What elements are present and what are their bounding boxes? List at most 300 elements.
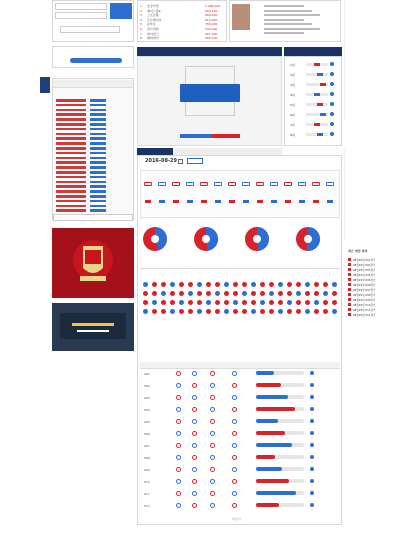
matrix-dot (206, 300, 211, 305)
game-row-fill (256, 503, 279, 507)
matrix-dot (242, 309, 247, 314)
liverpool-crest-icon (52, 228, 134, 298)
chat-line (56, 176, 86, 179)
game-row-chip (210, 407, 215, 412)
list-item[interactable]: 08월29일 010경기 (353, 304, 376, 307)
stat-value-bar (299, 200, 305, 203)
rank-name[interactable]: 승부사 (147, 22, 156, 27)
team-rank-header (284, 47, 342, 56)
stat-chip (298, 182, 306, 186)
game-row-icon[interactable] (310, 395, 314, 399)
chat-line (56, 152, 86, 155)
list-item[interactable]: 08월29일 009경기 (353, 299, 376, 302)
matrix-dot (323, 309, 328, 314)
profile-line (264, 5, 304, 7)
matrix-dot (251, 282, 256, 287)
game-row-fill (256, 383, 281, 387)
chat-line (90, 190, 106, 193)
matrix-dot (143, 291, 148, 296)
rank-number: 3 (140, 13, 142, 18)
matrix-dot (251, 300, 256, 305)
rank-name[interactable]: 골드러쉬 (147, 27, 159, 31)
list-item[interactable]: 08월29일 005경기 (353, 279, 376, 282)
chat-line (56, 209, 86, 212)
stat-value-bar (327, 200, 333, 203)
game-row-label: 003 (144, 396, 150, 400)
matrix-dot (224, 291, 229, 296)
matrix-dot (287, 291, 292, 296)
team-rank-icon (330, 62, 334, 66)
game-row-chip (176, 467, 181, 472)
id-input[interactable] (55, 3, 107, 10)
matrix-dot (314, 300, 319, 305)
game-row-icon[interactable] (310, 431, 314, 435)
matrix-dot (314, 291, 319, 296)
game-row-chip (176, 395, 181, 400)
game-row-label: 001 (144, 372, 150, 376)
matrix-dot (224, 300, 229, 305)
game-row-chip (232, 371, 237, 376)
team-rank-label: 1위 (290, 63, 295, 67)
chat-line (90, 205, 106, 208)
list-bullet-icon (348, 288, 351, 291)
rank-name[interactable]: 토토매니아 (147, 17, 162, 22)
list-bullet-icon (348, 258, 351, 261)
matrix-dot (332, 309, 337, 314)
liverpool-banner[interactable] (52, 228, 134, 298)
matrix-dot (233, 291, 238, 296)
list-bullet-icon (348, 268, 351, 271)
rank-number: 8 (140, 36, 142, 41)
game-row-fill (256, 479, 289, 483)
game-row-icon[interactable] (310, 419, 314, 423)
avatar (232, 4, 250, 30)
stat-value-bar (285, 200, 291, 203)
game-row-chip (192, 479, 197, 484)
rank-number: 2 (140, 8, 142, 13)
game-row-icon[interactable] (310, 455, 314, 459)
matrix-dot (314, 282, 319, 287)
matrix-dot (161, 300, 166, 305)
timer-bar (70, 58, 122, 63)
game-row-chip (192, 383, 197, 388)
chat-tabs[interactable] (53, 80, 133, 88)
team-rank-fill (314, 93, 320, 96)
matrix-dot (188, 309, 193, 314)
chat-line (56, 171, 86, 174)
chat-line (90, 133, 106, 136)
matrix-dot (269, 291, 274, 296)
matrix-dot (278, 291, 283, 296)
game-row-fill (256, 455, 275, 459)
rank-name[interactable]: 스포츠왕 (147, 13, 159, 18)
matrix-dot (170, 291, 175, 296)
matrix-dot (170, 309, 175, 314)
game-row-icon[interactable] (310, 503, 314, 507)
list-item[interactable]: 08월29일 001경기 (353, 259, 376, 262)
matrix-dot (323, 300, 328, 305)
chat-line (90, 123, 106, 126)
chat-line (90, 209, 106, 212)
matrix-dot (215, 300, 220, 305)
game-row-icon[interactable] (310, 407, 314, 411)
game-row-chip (232, 407, 237, 412)
matrix-dot (233, 300, 238, 305)
team-rank-icon (330, 122, 334, 126)
team-rank-fill (320, 83, 326, 86)
matrix-dot (170, 282, 175, 287)
list-item[interactable]: 08월29일 003경기 (353, 269, 376, 272)
chat-line (56, 133, 86, 136)
list-item[interactable]: 08월29일 002경기 (353, 264, 376, 267)
rank-number: 7 (140, 31, 142, 36)
matrix-dot (143, 282, 148, 287)
join-button[interactable] (60, 26, 120, 33)
chat-line (90, 99, 106, 102)
promo-image-icon (52, 303, 134, 351)
matrix-dot (296, 300, 301, 305)
game-row-chip (232, 395, 237, 400)
rank-value: 812,000 (205, 17, 218, 22)
stats-grid (140, 170, 340, 218)
team-rank-icon (330, 112, 334, 116)
matrix-dot (188, 282, 193, 287)
matrix-dot (305, 309, 310, 314)
stat-value-bar (201, 200, 207, 203)
chat-input[interactable] (53, 214, 133, 221)
profile-line (264, 28, 320, 30)
game-row-chip (176, 383, 181, 388)
pie-hole (202, 235, 210, 243)
matrix-dot (224, 309, 229, 314)
game-row-chip (210, 443, 215, 448)
list-bullet-icon (348, 278, 351, 281)
team-rank-label: 7위 (290, 123, 295, 127)
right-ad-1[interactable] (344, 0, 386, 120)
matrix-dot (305, 300, 310, 305)
matrix-dot (242, 300, 247, 305)
right-ad-2[interactable] (344, 150, 386, 240)
game-row-chip (210, 431, 215, 436)
team-rank-icon (330, 102, 334, 106)
chat-line (56, 104, 86, 107)
rank-number: 5 (140, 22, 142, 27)
game-row-chip (210, 455, 215, 460)
rank-name[interactable]: 해피데이 (147, 36, 159, 41)
matrix-dot (170, 300, 175, 305)
list-item[interactable]: 08월29일 004경기 (353, 274, 376, 277)
login-button[interactable] (110, 3, 132, 19)
matrix-dot (188, 300, 193, 305)
team-rank-label: 3위 (290, 83, 295, 87)
stat-value-bar (159, 200, 165, 203)
game-row-chip (176, 407, 181, 412)
list-bullet-icon (348, 273, 351, 276)
chat-line (90, 118, 106, 121)
chat-line (90, 128, 106, 131)
list-item[interactable]: 08월29일 011경기 (353, 309, 376, 312)
chat-line (90, 176, 106, 179)
game-row-chip (176, 443, 181, 448)
matrix-dot (152, 300, 157, 305)
matrix-dot (152, 309, 157, 314)
matrix-dot (305, 291, 310, 296)
matrix-dot (305, 282, 310, 287)
team-rank-fill (320, 113, 326, 116)
list-bullet-icon (348, 298, 351, 301)
list-item[interactable]: 08월29일 012경기 (353, 314, 376, 317)
profile-line (264, 32, 304, 34)
stat-value-bar (257, 200, 263, 203)
matrix-dot (287, 282, 292, 287)
game-row-fill (256, 431, 285, 435)
chat-line (56, 142, 86, 145)
matrix-dot (296, 291, 301, 296)
matrix-dot (161, 282, 166, 287)
stat-chip (186, 182, 194, 186)
matrix-dot (332, 291, 337, 296)
game-row-chip (176, 431, 181, 436)
rank-value: 540,000 (205, 27, 218, 31)
result-popup (180, 84, 240, 102)
game-row-chip (192, 491, 197, 496)
matrix-dot (287, 300, 292, 305)
matrix-dot (287, 309, 292, 314)
chat-line (90, 195, 106, 198)
chat-line (90, 161, 106, 164)
list-bullet-icon (348, 263, 351, 266)
stat-value-bar (145, 200, 151, 203)
profile-line (264, 10, 312, 12)
list-bullet-icon (348, 303, 351, 306)
matrix-dot (242, 282, 247, 287)
team-rank-fill (317, 133, 323, 136)
game-row-chip (176, 371, 181, 376)
stat-value-bar (313, 200, 319, 203)
matrix-dot (260, 300, 265, 305)
team-rank-icon (330, 92, 334, 96)
team-rank-fill (317, 73, 323, 76)
matrix-dot (152, 282, 157, 287)
matrix-dot (206, 291, 211, 296)
chat-line (90, 142, 106, 145)
game-row-label: 010 (144, 480, 150, 484)
matrix-dot (188, 291, 193, 296)
chat-line (56, 118, 86, 121)
chat-line (90, 185, 106, 188)
game-row-chip (232, 503, 237, 508)
matrix-dot (215, 291, 220, 296)
game-row-fill (256, 419, 278, 423)
chat-line (56, 185, 86, 188)
stat-chip (326, 182, 334, 186)
chat-line (90, 147, 106, 150)
more-link[interactable]: 더보기 (232, 517, 241, 521)
game-row-label: 009 (144, 468, 150, 472)
chat-line (90, 181, 106, 184)
game-row-chip (232, 383, 237, 388)
game-row-fill (256, 395, 288, 399)
promo-banner[interactable] (52, 303, 134, 351)
chat-line (56, 137, 86, 140)
matrix-dot (260, 291, 265, 296)
matrix-dot (314, 309, 319, 314)
rank-value: 421,000 (205, 31, 218, 36)
rank-name[interactable]: 호랑이킹 (147, 4, 159, 8)
game-row-label: 011 (144, 492, 150, 496)
rank-number: 1 (140, 4, 142, 8)
team-rank-icon (330, 72, 334, 76)
game-row-chip (176, 479, 181, 484)
matrix-dot (269, 309, 274, 314)
matrix-dot (179, 291, 184, 296)
game-row-label: 002 (144, 384, 150, 388)
game-row-chip (232, 467, 237, 472)
stat-value-bar (187, 200, 193, 203)
stat-value-bar (243, 200, 249, 203)
game-row-chip (232, 479, 237, 484)
matrix-dot (197, 291, 202, 296)
game-row-fill (256, 467, 282, 471)
chat-line (56, 99, 86, 102)
stat-chip (312, 182, 320, 186)
result-matrix (140, 268, 340, 348)
game-row-icon[interactable] (310, 491, 314, 495)
stat-chip (214, 182, 222, 186)
game-table-header (140, 362, 340, 369)
game-header (137, 47, 282, 56)
list-item[interactable]: 08월29일 008경기 (353, 294, 376, 297)
stat-chip (144, 182, 152, 186)
profile-line (264, 14, 320, 16)
rank-name[interactable]: 베이스볼K (147, 8, 161, 13)
team-rank-label: 2위 (290, 73, 295, 77)
matrix-dot (296, 282, 301, 287)
game-row-chip (192, 503, 197, 508)
password-input[interactable] (55, 12, 107, 19)
matrix-dot (206, 309, 211, 314)
matrix-dot (332, 282, 337, 287)
game-row-chip (192, 431, 197, 436)
chat-line (56, 195, 86, 198)
game-row-chip (210, 383, 215, 388)
list-item[interactable]: 08월29일 006경기 (353, 284, 376, 287)
game-row-chip (192, 407, 197, 412)
stat-value-bar (271, 200, 277, 203)
game-row-icon[interactable] (310, 371, 314, 375)
game-row-chip (232, 443, 237, 448)
game-row-chip (192, 371, 197, 376)
list-item[interactable]: 08월29일 007경기 (353, 289, 376, 292)
game-row-icon[interactable] (310, 383, 314, 387)
stat-chip (242, 182, 250, 186)
team-rank-label: 5위 (290, 103, 295, 107)
rank-name[interactable]: 와이번스 (147, 31, 159, 36)
profile-line (264, 23, 312, 25)
chat-line (90, 166, 106, 169)
game-row-fill (256, 443, 292, 447)
matrix-dot (323, 291, 328, 296)
game-row-chip (176, 455, 181, 460)
team-rank-label: 6위 (290, 113, 295, 117)
rank-value: 765,200 (205, 22, 218, 27)
matrix-dot (161, 291, 166, 296)
matrix-dot (332, 300, 337, 305)
matrix-dot (197, 309, 202, 314)
chat-line (90, 157, 106, 160)
rank-number: 4 (140, 17, 142, 22)
game-row-chip (176, 503, 181, 508)
matrix-dot (269, 300, 274, 305)
matrix-dot (152, 291, 157, 296)
game-row-label: 008 (144, 456, 150, 460)
game-row-chip (176, 419, 181, 424)
matrix-dot (251, 291, 256, 296)
profile-line (264, 19, 304, 21)
game-row-chip (176, 491, 181, 496)
chat-line (90, 137, 106, 140)
matrix-dot (278, 300, 283, 305)
tab-all[interactable] (137, 148, 173, 155)
team-rank-fill (317, 103, 323, 106)
rank-value: 380,500 (205, 36, 218, 41)
rank-value: 1,286,000 (205, 4, 221, 8)
list-bullet-icon (348, 293, 351, 296)
chat-line (56, 157, 86, 160)
chat-line (56, 200, 86, 203)
view-toggle[interactable] (187, 158, 203, 164)
game-row-chip (210, 419, 215, 424)
matrix-dot (179, 282, 184, 287)
game-row-chip (210, 479, 215, 484)
matrix-dot (278, 309, 283, 314)
game-row-icon[interactable] (310, 479, 314, 483)
matrix-dot (143, 300, 148, 305)
matrix-dot (260, 282, 265, 287)
chat-line (56, 166, 86, 169)
matrix-dot (260, 309, 265, 314)
chat-line (90, 152, 106, 155)
matrix-dot (179, 300, 184, 305)
game-row-fill (256, 371, 274, 375)
stat-chip (228, 182, 236, 186)
matrix-dot (143, 309, 148, 314)
game-row-label: 006 (144, 432, 150, 436)
team-rank-icon (330, 82, 334, 86)
list-bullet-icon (348, 283, 351, 286)
side-banner[interactable] (40, 77, 50, 93)
game-row-chip (210, 491, 215, 496)
game-row-icon[interactable] (310, 443, 314, 447)
chat-line (56, 147, 86, 150)
matrix-dot (233, 309, 238, 314)
game-row-icon[interactable] (310, 467, 314, 471)
game-row-label: 007 (144, 444, 150, 448)
right-list-title: 최근 게임 결과 (348, 249, 368, 253)
chat-line (90, 109, 106, 112)
matrix-dot (197, 282, 202, 287)
calendar-icon[interactable] (178, 159, 183, 164)
chat-line (90, 171, 106, 174)
game-row-chip (210, 467, 215, 472)
list-bullet-icon (348, 313, 351, 316)
matrix-dot (215, 282, 220, 287)
score-bar-red (212, 134, 240, 138)
rank-value: 904,150 (205, 8, 218, 13)
game-row-chip (210, 371, 215, 376)
game-row-chip (192, 467, 197, 472)
game-row-chip (210, 395, 215, 400)
